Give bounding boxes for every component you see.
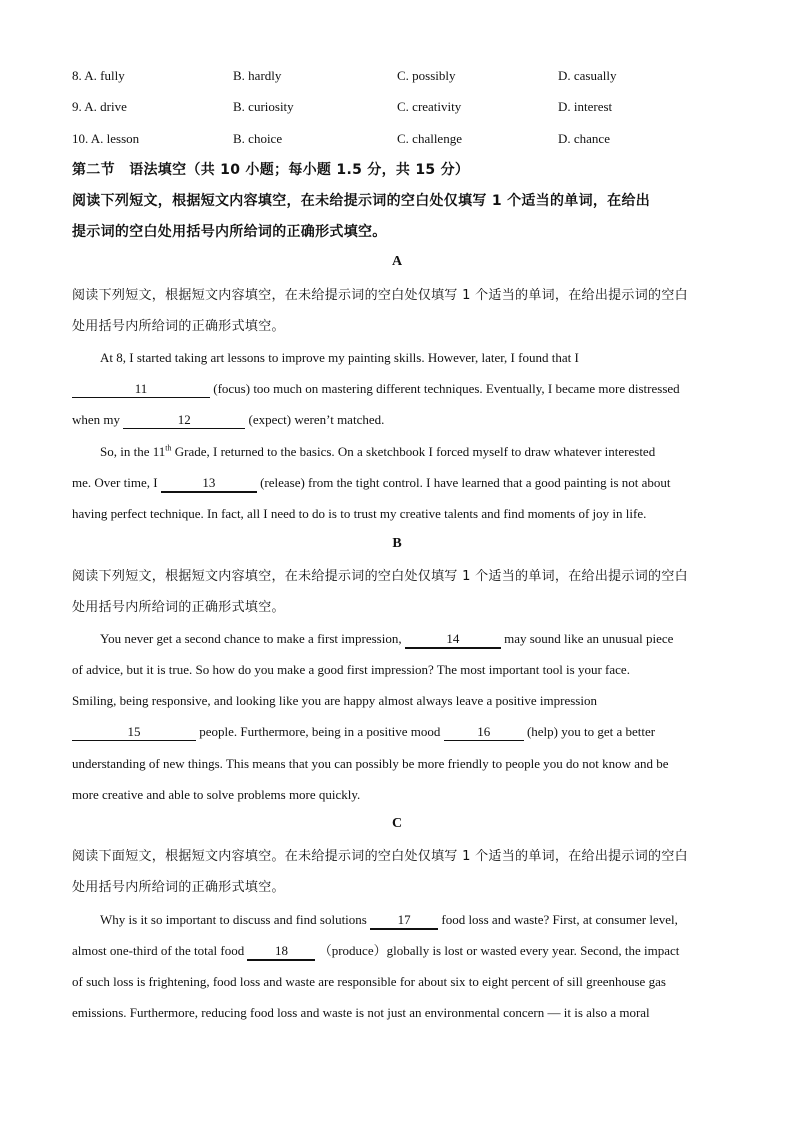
blank-11[interactable]: 11 bbox=[72, 381, 210, 398]
option-10a: 10. A. lesson bbox=[72, 131, 140, 146]
blank-14[interactable]: 14 bbox=[405, 631, 501, 649]
section-instruction-line-2: 提示词的空白处用括号内所给词的正确形式填空。 bbox=[72, 224, 387, 240]
passage-c-line-3: of such loss is frightening, food loss and waste are responsible for about six to eight percent of sill greenhouse gas bbox=[72, 974, 666, 989]
blank-17[interactable]: 17 bbox=[370, 912, 438, 930]
passage-c-line-4: emissions. Furthermore, reducing food loss and waste is not just an environmental concern — it is also a moral bbox=[72, 1005, 650, 1020]
blank-18[interactable]: 18 bbox=[247, 943, 315, 961]
option-9d: D. interest bbox=[558, 99, 613, 114]
passage-a-label: A bbox=[391, 254, 403, 269]
passage-b-line-5: understanding of new things. This means that you can possibly be more friendly to people you do not know and be bbox=[72, 756, 669, 771]
section-title: 第二节 语法填空（共 10 小题；每小题 1.5 分，共 15 分） bbox=[72, 162, 470, 178]
passage-a-line-5-text-after: (release) from the tight control. I have learned that a good painting is not about bbox=[260, 475, 671, 490]
blank-12[interactable]: 12 bbox=[123, 412, 245, 429]
passage-a-line-2 bbox=[72, 379, 732, 399]
option-10c: C. challenge bbox=[397, 131, 462, 146]
option-10b: B. choice bbox=[233, 131, 283, 146]
blank-16[interactable]: 16 bbox=[444, 724, 524, 741]
option-9a: 9. A. drive bbox=[72, 99, 127, 114]
passage-b-label: B bbox=[392, 536, 402, 551]
passage-a-line-3-text-before: when my bbox=[72, 412, 121, 427]
passage-b-directions-2: 处用括号内所给词的正确形式填空。 bbox=[72, 600, 285, 615]
passage-c-directions-2: 处用括号内所给词的正确形式填空。 bbox=[72, 880, 285, 895]
option-10d: D. chance bbox=[558, 131, 610, 146]
option-8d: D. casually bbox=[558, 68, 617, 83]
passage-a-line-4-text-after: Grade, I returned to the basics. On a sketchbook I forced myself to draw whatever interested bbox=[171, 444, 656, 459]
passage-b-line-1-text-before: You never get a second chance to make a first impression, bbox=[100, 631, 402, 646]
passage-c-line-1-text-before: Why is it so important to discuss and find solutions bbox=[100, 912, 367, 927]
passage-b-line-2: of advice, but it is true. So how do you make a good first impression? The most important tool is your face. bbox=[72, 662, 630, 677]
option-8c: C. possibly bbox=[397, 68, 456, 83]
passage-b-line-1 bbox=[100, 629, 732, 649]
passage-c-line-2 bbox=[72, 941, 732, 961]
passage-b-directions-1: 阅读下列短文，根据短文内容填空，在未给提示词的空白处仅填写 1 个适当的单词，在给出提示词的空白 bbox=[72, 569, 688, 584]
passage-b-line-3: Smiling, being responsive, and looking like you are happy almost always leave a positive impression bbox=[72, 693, 597, 708]
option-9c: C. creativity bbox=[397, 99, 462, 114]
passage-c-line-2-text-after: （produce）globally is lost or wasted every year. Second, the impact bbox=[318, 943, 680, 958]
passage-a-line-5 bbox=[72, 473, 732, 493]
options-row-9 bbox=[72, 99, 732, 119]
passage-a-line-3 bbox=[72, 410, 732, 430]
passage-b-line-4-text-after: (help) you to get a better bbox=[526, 724, 656, 739]
passage-a-line-4-text-before: So, in the 11 bbox=[100, 444, 166, 459]
passage-a-line-5-text-before: me. Over time, I bbox=[72, 475, 158, 490]
passage-a-directions-1: 阅读下列短文，根据短文内容填空，在未给提示词的空白处仅填写 1 个适当的单词，在给出提示词的空白 bbox=[72, 288, 688, 303]
passage-b-line-4 bbox=[72, 722, 732, 742]
passage-a-line-4 bbox=[100, 442, 732, 462]
passage-a-line-2-text: (focus) too much on mastering different techniques. Eventually, I became more distressed bbox=[213, 381, 680, 396]
blank-13[interactable]: 13 bbox=[161, 475, 257, 493]
option-8b: B. hardly bbox=[233, 68, 282, 83]
passage-b-line-1-text-after: may sound like an unusual piece bbox=[504, 631, 674, 646]
passage-a-line-6: having perfect technique. In fact, all I need to do is to trust my creative talents and find moments of joy in life. bbox=[72, 506, 647, 521]
passage-c-directions-1: 阅读下面短文，根据短文内容填空。在未给提示词的空白处仅填写 1 个适当的单词，在给出提示词的空白 bbox=[72, 849, 688, 864]
passage-b-line-4-text-mid: people. Furthermore, being in a positive mood bbox=[199, 724, 441, 739]
passage-c-line-2-text-before: almost one-third of the total food bbox=[72, 943, 245, 958]
option-9b: B. curiosity bbox=[233, 99, 294, 114]
passage-a-line-3-text-after: (expect) weren’t matched. bbox=[248, 412, 385, 427]
options-row-10 bbox=[72, 131, 732, 151]
option-8a: 8. A. fully bbox=[72, 68, 125, 83]
passage-a-directions-2: 处用括号内所给词的正确形式填空。 bbox=[72, 319, 285, 334]
blank-15[interactable]: 15 bbox=[72, 724, 196, 741]
passage-a-line-1: At 8, I started taking art lessons to improve my painting skills. However, later, I found that I bbox=[100, 350, 579, 365]
options-row-8 bbox=[72, 68, 732, 88]
ordinal-suffix: th bbox=[165, 443, 172, 453]
passage-c-label: C bbox=[391, 816, 403, 831]
section-instruction-line-1: 阅读下列短文，根据短文内容填空，在未给提示词的空白处仅填写 1 个适当的单词，在给出 bbox=[72, 193, 651, 209]
passage-b-line-6: more creative and able to solve problems more quickly. bbox=[72, 787, 361, 802]
passage-c-line-1 bbox=[100, 910, 732, 930]
passage-c-line-1-text-after: food loss and waste? First, at consumer level, bbox=[441, 912, 678, 927]
